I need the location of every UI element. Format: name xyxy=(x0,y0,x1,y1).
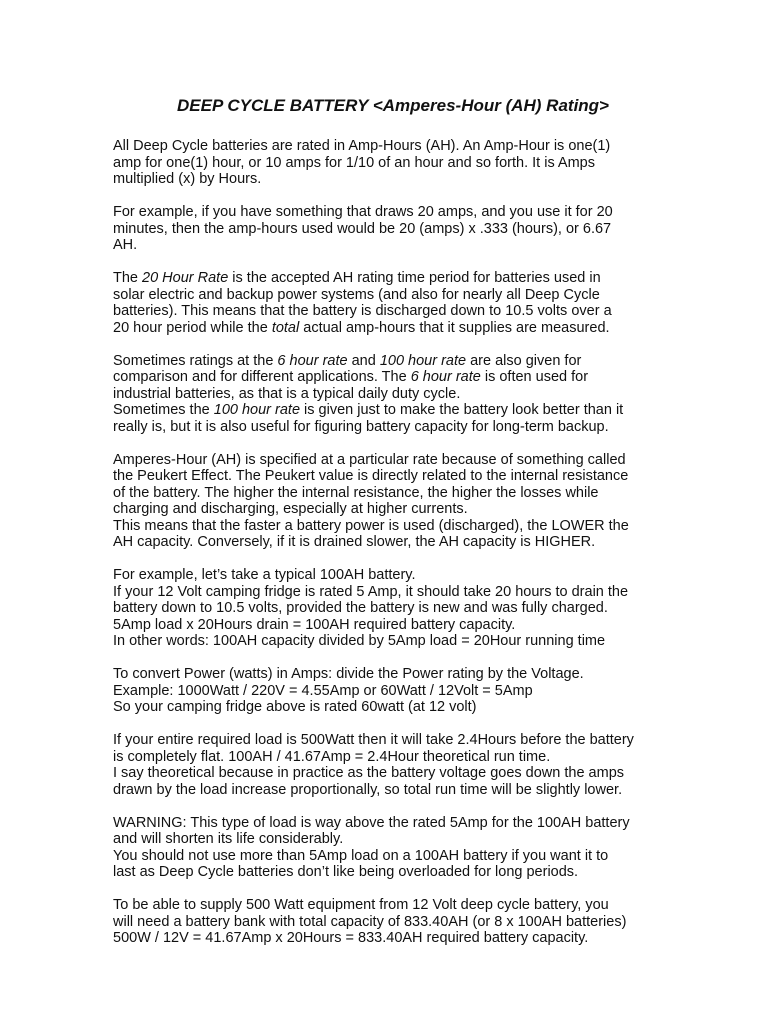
text-run: I say theoretical because in practice as the battery voltage goes down the amps xyxy=(113,765,625,781)
text-run: If your entire required load is 500Watt then it will take 2.4Hours before the battery xyxy=(113,732,634,748)
paragraph xyxy=(113,353,673,436)
text-run: is often used for xyxy=(480,369,589,385)
text-run: WARNING: This type of load is way above the rated 5Amp for the 100AH battery xyxy=(113,814,630,831)
text-run: To convert Power (watts) in Amps: divide the Power rating by the Voltage. xyxy=(113,666,584,682)
text-line xyxy=(113,666,673,683)
text-line xyxy=(113,204,673,221)
text-run: last as Deep Cycle batteries don’t like being overloaded for long periods. xyxy=(113,864,579,880)
document-title: DEEP CYCLE BATTERY <Amperes-Hour (AH) Rating> xyxy=(177,96,609,115)
text-run: This means that the faster a battery power is used (discharged), the LOWER the xyxy=(113,517,629,534)
document-page xyxy=(113,96,673,963)
text-line xyxy=(113,485,673,502)
italic-text: 6 hour rate xyxy=(410,369,481,385)
text-line xyxy=(113,534,673,551)
text-run: is completely flat. 100AH / 41.67Amp = 2.4Hour theoretical run time. xyxy=(113,748,551,765)
text-line xyxy=(113,864,673,881)
text-line xyxy=(113,386,673,403)
text-line xyxy=(113,914,673,931)
text-run: charging and discharging, especially at higher currents. xyxy=(113,501,468,517)
text-run: are also given for xyxy=(466,352,582,369)
text-line xyxy=(113,303,673,320)
text-run: For example, let’s take a typical 100AH battery. xyxy=(113,567,416,583)
text-run: Sometimes ratings at the xyxy=(113,352,278,369)
text-line xyxy=(113,699,673,716)
text-line xyxy=(113,270,673,287)
text-run: You should not use more than 5Amp load on a 100AH battery if you want it to xyxy=(113,847,609,864)
text-line xyxy=(113,815,673,832)
paragraph xyxy=(113,270,673,336)
text-run: 20 hour period while the xyxy=(113,319,272,336)
paragraph xyxy=(113,666,673,716)
paragraph xyxy=(113,567,673,650)
italic-text: 20 Hour Rate xyxy=(142,270,229,286)
text-run: of the battery. The higher the internal resistance, the higher the losses while xyxy=(113,484,599,501)
text-run: All Deep Cycle batteries are rated in Amp-Hours (AH). An Amp-Hour is one(1) xyxy=(113,138,611,154)
text-run: will need a battery bank with total capacity of 833.40AH (or 8 x 100AH batteries) xyxy=(113,913,627,930)
italic-text: 100 hour rate xyxy=(213,402,301,418)
text-line xyxy=(113,732,673,749)
text-line xyxy=(113,402,673,419)
text-line xyxy=(113,633,673,650)
text-run: multiplied (x) by Hours. xyxy=(113,171,262,187)
text-run: So your camping fridge above is rated 60watt (at 12 volt) xyxy=(113,699,477,715)
paragraph xyxy=(113,815,673,881)
text-line xyxy=(113,171,673,188)
text-run: amp for one(1) hour, or 10 amps for 1/10 of an hour and so forth. It is Amps xyxy=(113,154,595,171)
text-line xyxy=(113,930,673,947)
text-line xyxy=(113,848,673,865)
text-line xyxy=(113,617,673,634)
text-line xyxy=(113,765,673,782)
text-run: Sometimes the xyxy=(113,402,214,418)
text-run: is the accepted AH rating time period for batteries used in xyxy=(228,270,601,286)
text-run: For example, if you have something that draws 20 amps, and you use it for 20 xyxy=(113,204,613,220)
italic-text: 6 hour rate xyxy=(277,352,348,369)
document-body xyxy=(113,138,673,947)
paragraph xyxy=(113,897,673,947)
text-line xyxy=(113,567,673,584)
text-line xyxy=(113,287,673,304)
text-line xyxy=(113,155,673,172)
text-run: is given just to make the battery look better than it xyxy=(300,402,624,418)
text-line xyxy=(113,584,673,601)
text-run: Example: 1000Watt / 220V = 4.55Amp or 60Watt / 12Volt = 5Amp xyxy=(113,682,533,699)
text-run: comparison and for different applications. The xyxy=(113,369,411,385)
text-run: AH. xyxy=(113,237,138,253)
text-run: In other words: 100AH capacity divided by 5Amp load = 20Hour running time xyxy=(113,633,606,649)
text-line xyxy=(113,501,673,518)
text-run: drawn by the load increase proportionally, so total run time will be slightly lower. xyxy=(113,781,623,798)
text-line xyxy=(113,320,673,337)
text-run: solar electric and backup power systems (and also for nearly all Deep Cycle xyxy=(113,286,600,303)
text-run: really is, but it is also useful for figuring battery capacity for long-term backup. xyxy=(113,418,609,435)
text-run: To be able to supply 500 Watt equipment from 12 Volt deep cycle battery, you xyxy=(113,897,609,913)
text-line xyxy=(113,468,673,485)
paragraph xyxy=(113,732,673,798)
text-line xyxy=(113,782,673,799)
text-line xyxy=(113,683,673,700)
text-line xyxy=(113,831,673,848)
text-line xyxy=(113,138,673,155)
italic-text: total xyxy=(271,319,300,336)
text-run: batteries). This means that the battery is discharged down to 10.5 volts over a xyxy=(113,303,612,319)
text-run: battery down to 10.5 volts, provided the battery is new and was fully charged. xyxy=(113,600,608,616)
text-line xyxy=(113,369,673,386)
text-line xyxy=(113,518,673,535)
paragraph xyxy=(113,204,673,254)
text-run: minutes, then the amp-hours used would be 20 (amps) x .333 (hours), or 6.67 xyxy=(113,220,612,237)
text-run: industrial batteries, as that is a typical daily duty cycle. xyxy=(113,385,461,402)
text-line xyxy=(113,353,673,370)
text-run: 500W / 12V = 41.67Amp x 20Hours = 833.40AH required battery capacity. xyxy=(113,930,589,946)
text-run: If your 12 Volt camping fridge is rated 5 Amp, it should take 20 hours to drain the xyxy=(113,583,629,600)
text-run: and will shorten its life considerably. xyxy=(113,831,344,847)
text-line xyxy=(113,237,673,254)
text-line xyxy=(113,419,673,436)
text-line xyxy=(113,749,673,766)
italic-text: 100 hour rate xyxy=(379,352,467,369)
text-run: AH capacity. Conversely, if it is drained slower, the AH capacity is HIGHER. xyxy=(113,534,596,550)
text-run: 5Amp load x 20Hours drain = 100AH required battery capacity. xyxy=(113,616,516,633)
text-line xyxy=(113,897,673,914)
text-run: Amperes-Hour (AH) is specified at a particular rate because of something called xyxy=(113,451,626,468)
text-run: The xyxy=(113,270,143,286)
text-run: and xyxy=(347,352,380,369)
paragraph xyxy=(113,138,673,188)
text-line xyxy=(113,600,673,617)
text-line xyxy=(113,452,673,469)
text-run: actual amp-hours that it supplies are measured. xyxy=(299,319,610,336)
paragraph xyxy=(113,452,673,551)
text-line xyxy=(113,221,673,238)
text-run: the Peukert Effect. The Peukert value is directly related to the internal resistance xyxy=(113,468,629,484)
